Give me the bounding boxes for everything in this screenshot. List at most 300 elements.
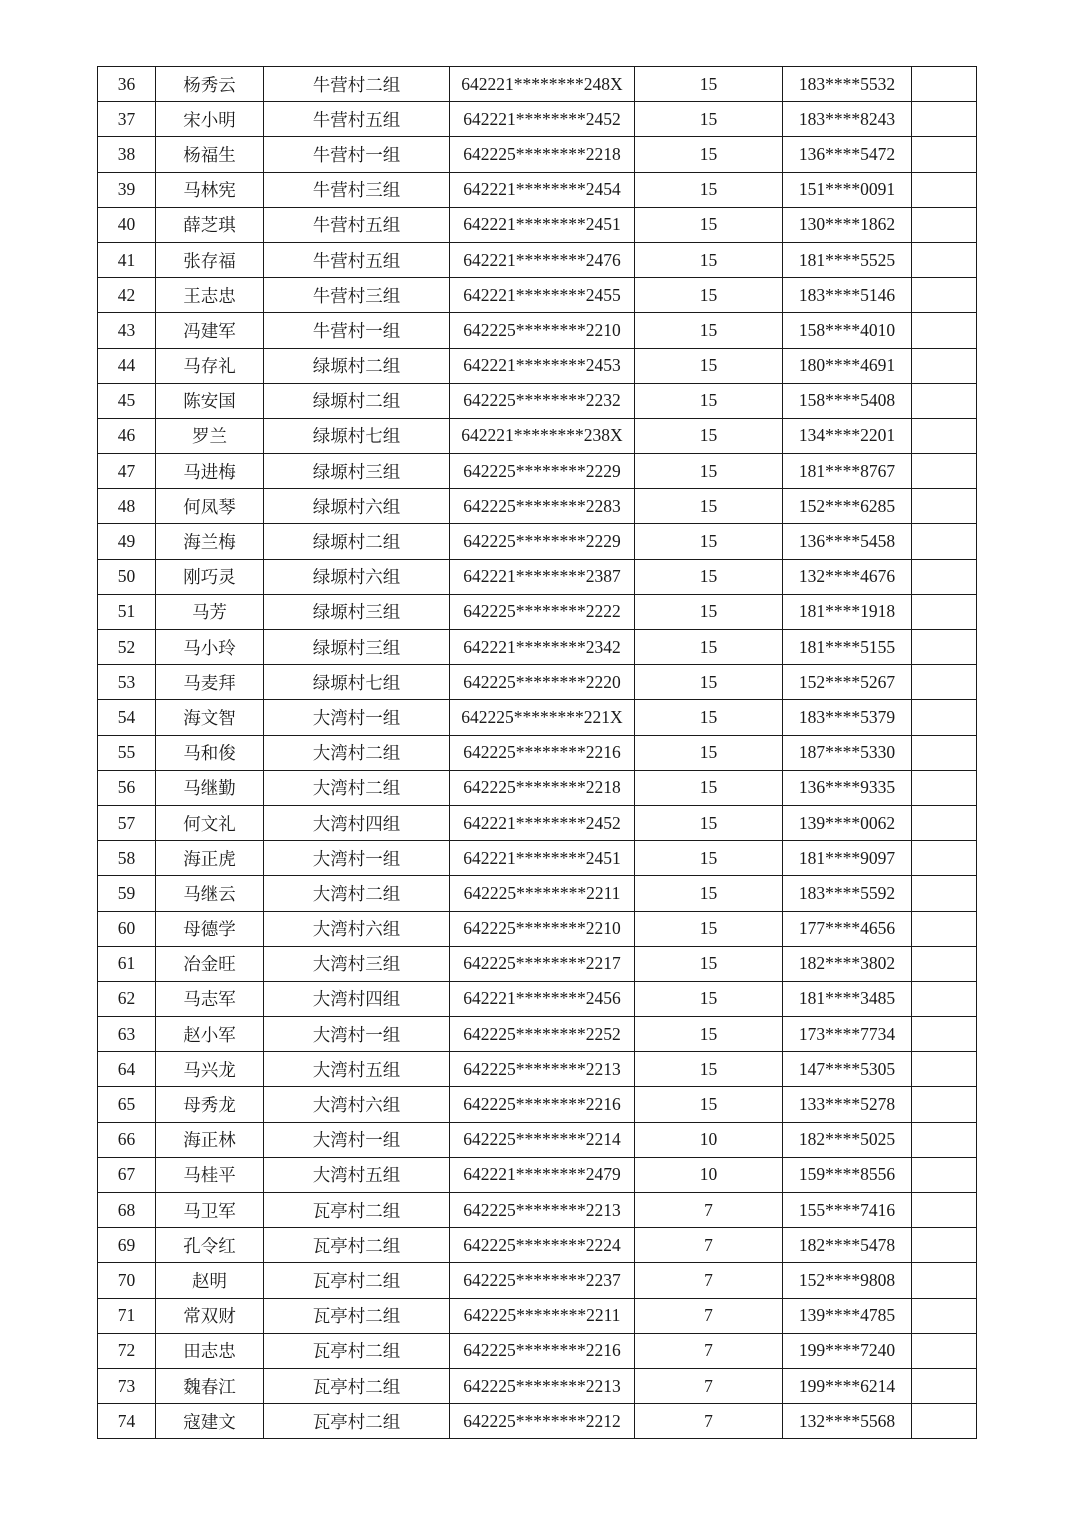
village-group: 瓦亭村二组 — [264, 1333, 450, 1368]
amount-value: 15 — [635, 383, 783, 418]
note-cell — [912, 1404, 977, 1439]
phone-number: 180****4691 — [783, 348, 912, 383]
phone-number: 136****9335 — [783, 770, 912, 805]
note-cell — [912, 454, 977, 489]
table-row — [98, 805, 977, 840]
note-cell — [912, 805, 977, 840]
village-group: 大湾村五组 — [264, 1157, 450, 1192]
village-group: 大湾村六组 — [264, 911, 450, 946]
note-cell — [912, 1052, 977, 1087]
person-name: 宋小明 — [156, 102, 264, 137]
phone-number: 199****7240 — [783, 1333, 912, 1368]
id-number: 642225********2229 — [450, 524, 635, 559]
amount-value: 15 — [635, 841, 783, 876]
phone-number: 152****5267 — [783, 665, 912, 700]
phone-number: 134****2201 — [783, 418, 912, 453]
amount-value: 7 — [635, 1333, 783, 1368]
note-cell — [912, 524, 977, 559]
amount-value: 15 — [635, 313, 783, 348]
village-group: 大湾村二组 — [264, 876, 450, 911]
village-group: 瓦亭村二组 — [264, 1368, 450, 1403]
phone-number: 181****8767 — [783, 454, 912, 489]
person-name: 田志忠 — [156, 1333, 264, 1368]
id-number: 642225********2216 — [450, 1333, 635, 1368]
row-number: 73 — [98, 1368, 156, 1403]
phone-number: 182****5025 — [783, 1122, 912, 1157]
note-cell — [912, 242, 977, 277]
row-number: 65 — [98, 1087, 156, 1122]
phone-number: 177****4656 — [783, 911, 912, 946]
person-name: 孔令红 — [156, 1228, 264, 1263]
person-name: 海兰梅 — [156, 524, 264, 559]
amount-value: 15 — [635, 1017, 783, 1052]
amount-value: 7 — [635, 1368, 783, 1403]
phone-number: 181****1918 — [783, 594, 912, 629]
table-row — [98, 1368, 977, 1403]
village-group: 牛营村五组 — [264, 102, 450, 137]
row-number: 61 — [98, 946, 156, 981]
amount-value: 15 — [635, 805, 783, 840]
amount-value: 15 — [635, 172, 783, 207]
id-number: 642221********2387 — [450, 559, 635, 594]
table-row — [98, 278, 977, 313]
person-name: 赵小军 — [156, 1017, 264, 1052]
table-row — [98, 630, 977, 665]
row-number: 51 — [98, 594, 156, 629]
village-group: 大湾村四组 — [264, 981, 450, 1016]
village-group: 大湾村二组 — [264, 735, 450, 770]
table-row — [98, 524, 977, 559]
id-number: 642221********2452 — [450, 102, 635, 137]
village-group: 瓦亭村二组 — [264, 1193, 450, 1228]
table-row — [98, 1122, 977, 1157]
table-row — [98, 981, 977, 1016]
row-number: 69 — [98, 1228, 156, 1263]
person-name: 马和俊 — [156, 735, 264, 770]
amount-value: 15 — [635, 946, 783, 981]
row-number: 52 — [98, 630, 156, 665]
phone-number: 132****4676 — [783, 559, 912, 594]
table-row — [98, 172, 977, 207]
id-number: 642221********2454 — [450, 172, 635, 207]
note-cell — [912, 911, 977, 946]
row-number: 49 — [98, 524, 156, 559]
id-number: 642225********2212 — [450, 1404, 635, 1439]
row-number: 70 — [98, 1263, 156, 1298]
amount-value: 15 — [635, 207, 783, 242]
person-name: 魏春江 — [156, 1368, 264, 1403]
village-group: 绿塬村二组 — [264, 348, 450, 383]
note-cell — [912, 313, 977, 348]
note-cell — [912, 1157, 977, 1192]
person-name: 马卫军 — [156, 1193, 264, 1228]
table-row — [98, 946, 977, 981]
phone-number: 139****0062 — [783, 805, 912, 840]
amount-value: 15 — [635, 278, 783, 313]
id-number: 642221********238X — [450, 418, 635, 453]
note-cell — [912, 137, 977, 172]
phone-number: 139****4785 — [783, 1298, 912, 1333]
id-number: 642221********248X — [450, 67, 635, 102]
person-name: 王志忠 — [156, 278, 264, 313]
village-group: 大湾村一组 — [264, 841, 450, 876]
note-cell — [912, 1193, 977, 1228]
id-number: 642225********2214 — [450, 1122, 635, 1157]
id-number: 642225********2222 — [450, 594, 635, 629]
row-number: 57 — [98, 805, 156, 840]
note-cell — [912, 841, 977, 876]
table-row — [98, 841, 977, 876]
village-group: 大湾村一组 — [264, 700, 450, 735]
amount-value: 15 — [635, 700, 783, 735]
id-number: 642221********2342 — [450, 630, 635, 665]
id-number: 642225********2213 — [450, 1368, 635, 1403]
village-group: 牛营村三组 — [264, 278, 450, 313]
id-number: 642225********2252 — [450, 1017, 635, 1052]
id-number: 642225********2216 — [450, 1087, 635, 1122]
table-row — [98, 454, 977, 489]
table-row — [98, 911, 977, 946]
amount-value: 15 — [635, 1052, 783, 1087]
phone-number: 181****9097 — [783, 841, 912, 876]
table-row — [98, 313, 977, 348]
table-row — [98, 1193, 977, 1228]
village-group: 绿塬村六组 — [264, 489, 450, 524]
note-cell — [912, 1263, 977, 1298]
person-name: 母秀龙 — [156, 1087, 264, 1122]
row-number: 54 — [98, 700, 156, 735]
person-name: 罗兰 — [156, 418, 264, 453]
id-number: 642225********2217 — [450, 946, 635, 981]
phone-number: 173****7734 — [783, 1017, 912, 1052]
row-number: 39 — [98, 172, 156, 207]
id-number: 642225********2232 — [450, 383, 635, 418]
person-name: 马兴龙 — [156, 1052, 264, 1087]
id-number: 642225********2210 — [450, 911, 635, 946]
row-number: 43 — [98, 313, 156, 348]
row-number: 66 — [98, 1122, 156, 1157]
amount-value: 15 — [635, 418, 783, 453]
village-group: 牛营村一组 — [264, 137, 450, 172]
phone-number: 152****6285 — [783, 489, 912, 524]
amount-value: 15 — [635, 911, 783, 946]
row-number: 44 — [98, 348, 156, 383]
row-number: 53 — [98, 665, 156, 700]
phone-number: 151****0091 — [783, 172, 912, 207]
table-row — [98, 559, 977, 594]
table-row — [98, 102, 977, 137]
note-cell — [912, 946, 977, 981]
amount-value: 7 — [635, 1298, 783, 1333]
village-group: 大湾村三组 — [264, 946, 450, 981]
note-cell — [912, 981, 977, 1016]
id-number: 642225********2211 — [450, 876, 635, 911]
table-row — [98, 1087, 977, 1122]
table-row — [98, 348, 977, 383]
id-number: 642225********2218 — [450, 770, 635, 805]
person-name: 赵明 — [156, 1263, 264, 1298]
amount-value: 15 — [635, 735, 783, 770]
amount-value: 15 — [635, 770, 783, 805]
village-group: 大湾村四组 — [264, 805, 450, 840]
phone-number: 183****5532 — [783, 67, 912, 102]
person-name: 马芳 — [156, 594, 264, 629]
village-group: 瓦亭村二组 — [264, 1404, 450, 1439]
person-name: 杨福生 — [156, 137, 264, 172]
amount-value: 7 — [635, 1263, 783, 1298]
table-row — [98, 1228, 977, 1263]
id-number: 642225********2218 — [450, 137, 635, 172]
amount-value: 15 — [635, 454, 783, 489]
table-row — [98, 876, 977, 911]
phone-number: 136****5472 — [783, 137, 912, 172]
row-number: 50 — [98, 559, 156, 594]
id-number: 642225********2213 — [450, 1193, 635, 1228]
person-name: 刚巧灵 — [156, 559, 264, 594]
id-number: 642221********2455 — [450, 278, 635, 313]
id-number: 642225********221X — [450, 700, 635, 735]
amount-value: 10 — [635, 1157, 783, 1192]
person-name: 陈安国 — [156, 383, 264, 418]
village-group: 瓦亭村二组 — [264, 1263, 450, 1298]
amount-value: 10 — [635, 1122, 783, 1157]
phone-number: 182****5478 — [783, 1228, 912, 1263]
table-row — [98, 1052, 977, 1087]
person-name: 张存福 — [156, 242, 264, 277]
phone-number: 183****8243 — [783, 102, 912, 137]
note-cell — [912, 67, 977, 102]
table-row — [98, 1333, 977, 1368]
village-group: 瓦亭村二组 — [264, 1228, 450, 1263]
village-group: 绿塬村七组 — [264, 418, 450, 453]
village-group: 大湾村一组 — [264, 1017, 450, 1052]
amount-value: 7 — [635, 1193, 783, 1228]
phone-number: 183****5146 — [783, 278, 912, 313]
village-group: 大湾村六组 — [264, 1087, 450, 1122]
table-row — [98, 735, 977, 770]
note-cell — [912, 559, 977, 594]
phone-number: 155****7416 — [783, 1193, 912, 1228]
phone-number: 132****5568 — [783, 1404, 912, 1439]
amount-value: 15 — [635, 242, 783, 277]
village-group: 牛营村一组 — [264, 313, 450, 348]
village-group: 牛营村三组 — [264, 172, 450, 207]
note-cell — [912, 418, 977, 453]
person-name: 寇建文 — [156, 1404, 264, 1439]
person-name: 冶金旺 — [156, 946, 264, 981]
phone-number: 199****6214 — [783, 1368, 912, 1403]
roster-table — [97, 66, 977, 1439]
person-name: 海正虎 — [156, 841, 264, 876]
row-number: 60 — [98, 911, 156, 946]
village-group: 绿塬村三组 — [264, 630, 450, 665]
note-cell — [912, 489, 977, 524]
note-cell — [912, 770, 977, 805]
amount-value: 15 — [635, 1087, 783, 1122]
table-row — [98, 489, 977, 524]
table-row — [98, 137, 977, 172]
roster-body — [98, 67, 977, 1439]
id-number: 642225********2211 — [450, 1298, 635, 1333]
row-number: 62 — [98, 981, 156, 1016]
row-number: 40 — [98, 207, 156, 242]
id-number: 642221********2456 — [450, 981, 635, 1016]
village-group: 绿塬村二组 — [264, 524, 450, 559]
person-name: 马小玲 — [156, 630, 264, 665]
id-number: 642225********2210 — [450, 313, 635, 348]
person-name: 海正林 — [156, 1122, 264, 1157]
phone-number: 187****5330 — [783, 735, 912, 770]
row-number: 42 — [98, 278, 156, 313]
note-cell — [912, 1087, 977, 1122]
note-cell — [912, 383, 977, 418]
person-name: 海文智 — [156, 700, 264, 735]
person-name: 常双财 — [156, 1298, 264, 1333]
phone-number: 181****3485 — [783, 981, 912, 1016]
amount-value: 7 — [635, 1228, 783, 1263]
note-cell — [912, 1122, 977, 1157]
phone-number: 133****5278 — [783, 1087, 912, 1122]
phone-number: 182****3802 — [783, 946, 912, 981]
id-number: 642225********2220 — [450, 665, 635, 700]
amount-value: 15 — [635, 594, 783, 629]
id-number: 642225********2229 — [450, 454, 635, 489]
table-row — [98, 594, 977, 629]
village-group: 瓦亭村二组 — [264, 1298, 450, 1333]
person-name: 马麦拜 — [156, 665, 264, 700]
phone-number: 147****5305 — [783, 1052, 912, 1087]
row-number: 56 — [98, 770, 156, 805]
table-row — [98, 770, 977, 805]
note-cell — [912, 630, 977, 665]
amount-value: 15 — [635, 559, 783, 594]
table-row — [98, 1404, 977, 1439]
note-cell — [912, 735, 977, 770]
person-name: 马进梅 — [156, 454, 264, 489]
amount-value: 15 — [635, 137, 783, 172]
amount-value: 15 — [635, 630, 783, 665]
id-number: 642221********2476 — [450, 242, 635, 277]
amount-value: 15 — [635, 67, 783, 102]
amount-value: 15 — [635, 348, 783, 383]
note-cell — [912, 172, 977, 207]
village-group: 牛营村二组 — [264, 67, 450, 102]
note-cell — [912, 207, 977, 242]
person-name: 马继云 — [156, 876, 264, 911]
note-cell — [912, 594, 977, 629]
row-number: 41 — [98, 242, 156, 277]
person-name: 何文礼 — [156, 805, 264, 840]
row-number: 74 — [98, 1404, 156, 1439]
table-row — [98, 418, 977, 453]
amount-value: 15 — [635, 876, 783, 911]
note-cell — [912, 665, 977, 700]
village-group: 绿塬村二组 — [264, 383, 450, 418]
person-name: 何凤琴 — [156, 489, 264, 524]
amount-value: 15 — [635, 981, 783, 1016]
note-cell — [912, 1228, 977, 1263]
village-group: 绿塬村七组 — [264, 665, 450, 700]
person-name: 马桂平 — [156, 1157, 264, 1192]
village-group: 绿塬村六组 — [264, 559, 450, 594]
row-number: 59 — [98, 876, 156, 911]
note-cell — [912, 1298, 977, 1333]
amount-value: 15 — [635, 665, 783, 700]
row-number: 37 — [98, 102, 156, 137]
row-number: 55 — [98, 735, 156, 770]
person-name: 冯建军 — [156, 313, 264, 348]
person-name: 马志军 — [156, 981, 264, 1016]
village-group: 大湾村一组 — [264, 1122, 450, 1157]
village-group: 大湾村五组 — [264, 1052, 450, 1087]
id-number: 642221********2451 — [450, 841, 635, 876]
table-row — [98, 67, 977, 102]
phone-number: 183****5379 — [783, 700, 912, 735]
phone-number: 152****9808 — [783, 1263, 912, 1298]
row-number: 36 — [98, 67, 156, 102]
table-row — [98, 1298, 977, 1333]
row-number: 63 — [98, 1017, 156, 1052]
amount-value: 15 — [635, 102, 783, 137]
row-number: 67 — [98, 1157, 156, 1192]
phone-number: 158****4010 — [783, 313, 912, 348]
note-cell — [912, 102, 977, 137]
table-row — [98, 242, 977, 277]
row-number: 68 — [98, 1193, 156, 1228]
table-row — [98, 1157, 977, 1192]
person-name: 薛芝琪 — [156, 207, 264, 242]
row-number: 46 — [98, 418, 156, 453]
village-group: 牛营村五组 — [264, 242, 450, 277]
village-group: 大湾村二组 — [264, 770, 450, 805]
id-number: 642225********2213 — [450, 1052, 635, 1087]
table-row — [98, 1017, 977, 1052]
row-number: 48 — [98, 489, 156, 524]
person-name: 杨秀云 — [156, 67, 264, 102]
note-cell — [912, 1333, 977, 1368]
id-number: 642225********2283 — [450, 489, 635, 524]
table-row — [98, 665, 977, 700]
id-number: 642221********2453 — [450, 348, 635, 383]
table-row — [98, 383, 977, 418]
row-number: 58 — [98, 841, 156, 876]
person-name: 马继勤 — [156, 770, 264, 805]
village-group: 绿塬村三组 — [264, 454, 450, 489]
id-number: 642225********2216 — [450, 735, 635, 770]
phone-number: 181****5155 — [783, 630, 912, 665]
village-group: 绿塬村三组 — [264, 594, 450, 629]
id-number: 642225********2237 — [450, 1263, 635, 1298]
note-cell — [912, 348, 977, 383]
note-cell — [912, 876, 977, 911]
amount-value: 15 — [635, 489, 783, 524]
id-number: 642221********2479 — [450, 1157, 635, 1192]
id-number: 642221********2452 — [450, 805, 635, 840]
row-number: 71 — [98, 1298, 156, 1333]
phone-number: 130****1862 — [783, 207, 912, 242]
person-name: 母德学 — [156, 911, 264, 946]
note-cell — [912, 1368, 977, 1403]
row-number: 72 — [98, 1333, 156, 1368]
note-cell — [912, 700, 977, 735]
village-group: 牛营村五组 — [264, 207, 450, 242]
table-row — [98, 700, 977, 735]
id-number: 642225********2224 — [450, 1228, 635, 1263]
table-row — [98, 1263, 977, 1298]
phone-number: 183****5592 — [783, 876, 912, 911]
phone-number: 136****5458 — [783, 524, 912, 559]
row-number: 47 — [98, 454, 156, 489]
